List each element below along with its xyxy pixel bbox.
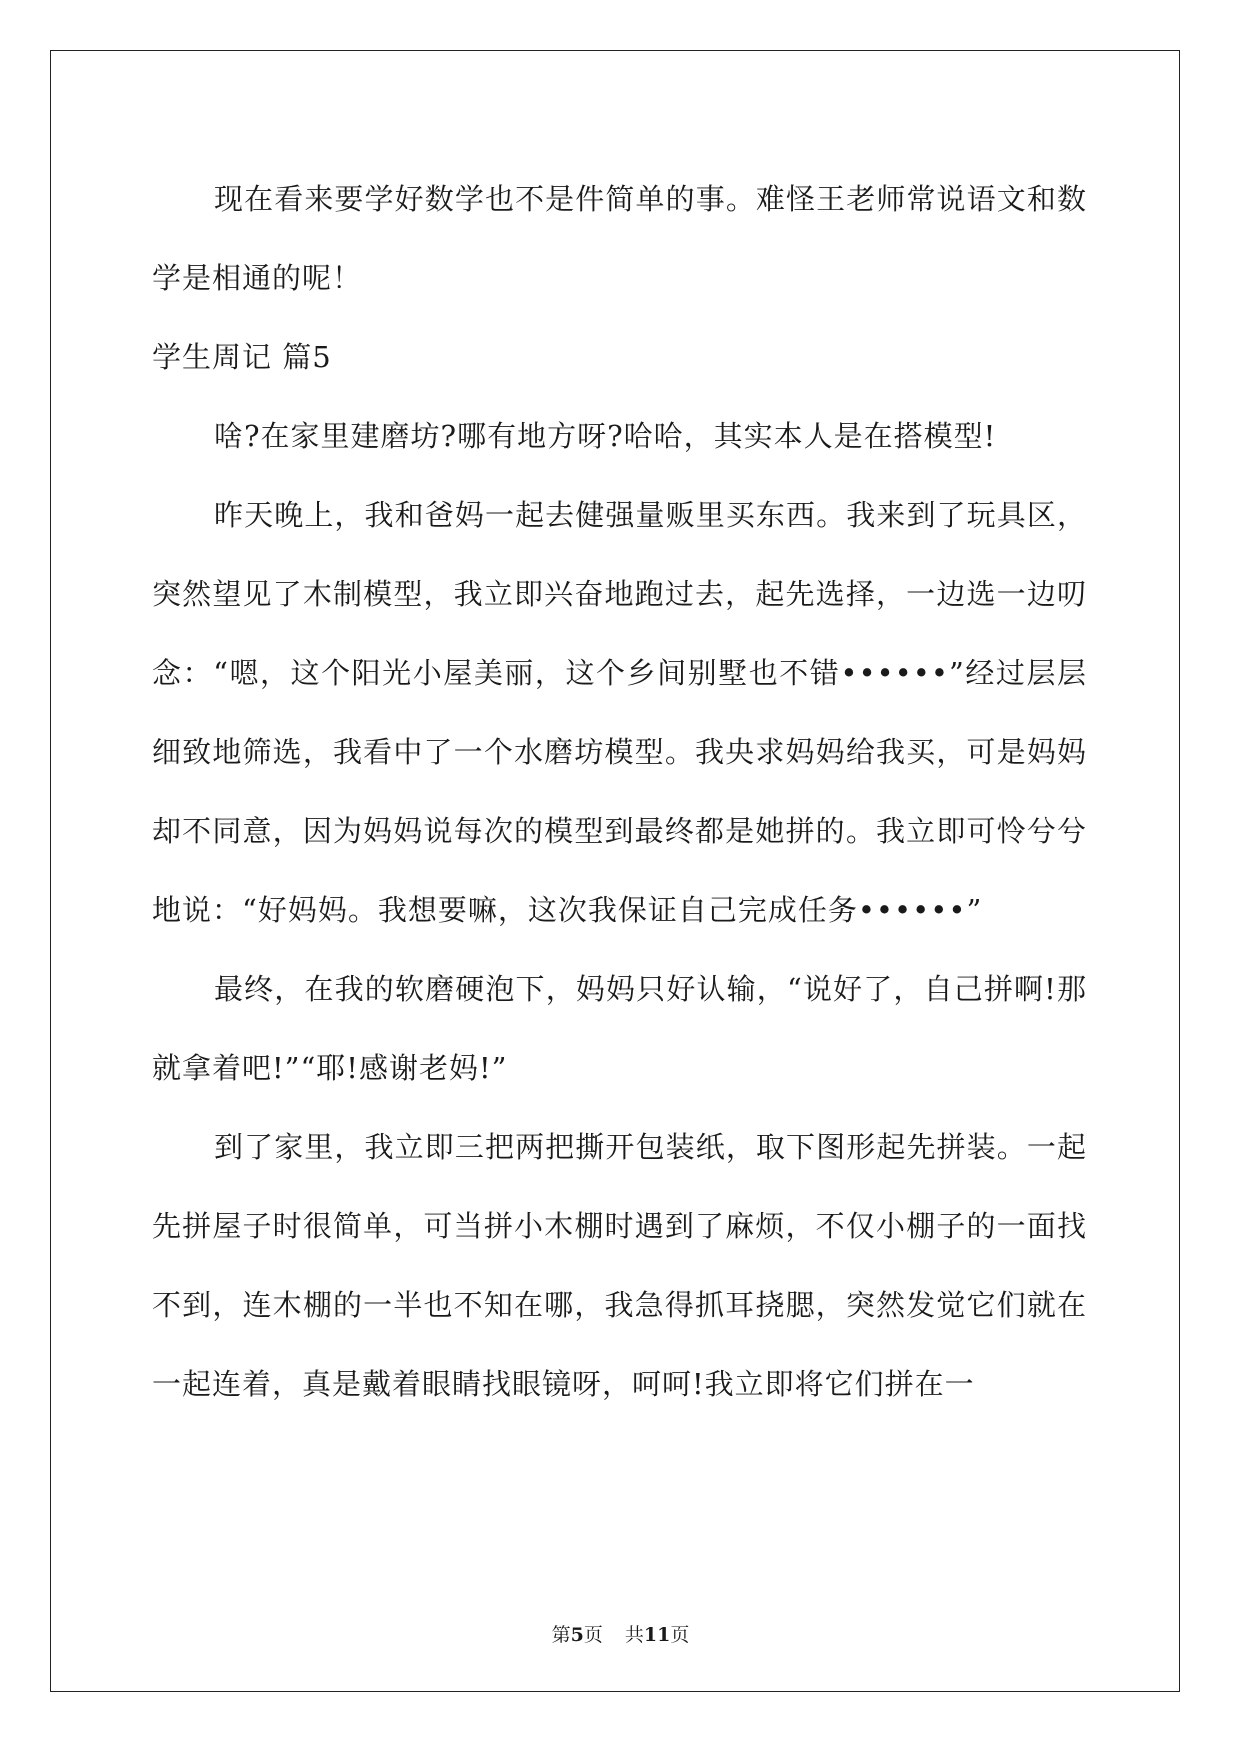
paragraph-4: 最终，在我的软磨硬泡下，妈妈只好认输，“说好了，自己拼啊!那就拿着吧!”“耶!感谢老妈!” xyxy=(152,972,1087,1085)
footer-total-suffix: 页 xyxy=(670,1624,690,1646)
page-footer xyxy=(0,1620,1241,1647)
paragraph-3: 昨天晚上，我和爸妈一起去健强量贩里买东西。我来到了玩具区，突然望见了木制模型，我立即兴奋地跑过去，起先选择，一边选一边叨念：“嗯，这个阳光小屋美丽，这个乡间别墅也不错••••••”经过层层细致地筛选，我看中了一个水磨坊模型。我央求妈妈给我买，可是妈妈却不同意，因为妈妈说每次的模型到最终都是她拼的。我立即可怜兮兮地说：“好妈妈。我想要嘛，这次我保证自己完成任务••••••” xyxy=(152,498,1087,927)
document-body xyxy=(152,160,1087,1424)
total-pages-number: 11 xyxy=(643,1624,671,1646)
footer-total-prefix: 共 xyxy=(624,1624,644,1646)
paragraph-2: 啥?在家里建磨坊?哪有地方呀?哈哈，其实本人是在搭模型! xyxy=(214,419,997,453)
paragraph-1: 现在看来要学好数学也不是件简单的事。难怪王老师常说语文和数学是相通的呢！ xyxy=(152,182,1087,295)
paragraph-5: 到了家里，我立即三把两把撕开包装纸，取下图形起先拼装。一起先拼屋子时很简单，可当拼小木棚时遇到了麻烦，不仅小棚子的一面找不到，连木棚的一半也不知在哪，我急得抓耳挠腮，突然发觉它们就在一起连着，真是戴着眼睛找眼镜呀，呵呵!我立即将它们拼在一 xyxy=(152,1130,1087,1401)
footer-page-suffix: 页 xyxy=(583,1624,603,1646)
current-page-number: 5 xyxy=(570,1624,584,1646)
footer-prefix: 第 xyxy=(551,1624,571,1646)
section-heading: 学生周记 篇5 xyxy=(152,340,332,374)
